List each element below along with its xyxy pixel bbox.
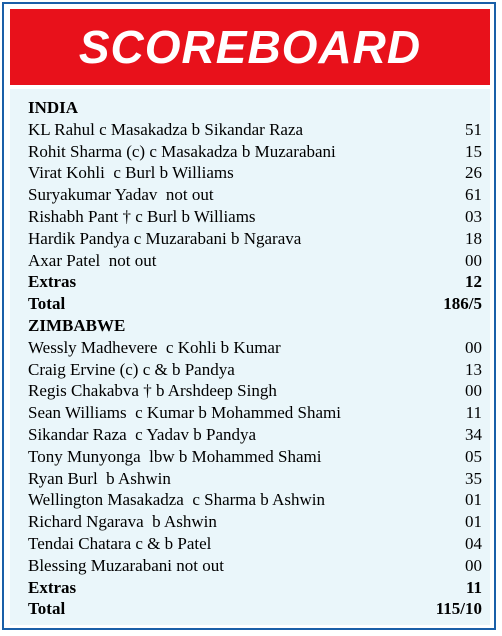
batter-runs: 15: [465, 141, 482, 161]
total-row: [10, 598, 490, 620]
batter-row: [10, 337, 490, 359]
total-label: Total: [28, 294, 66, 314]
scorecard-body: [10, 89, 490, 625]
batter-runs: 00: [465, 250, 482, 270]
batter-row: [10, 380, 490, 402]
batter-row: [10, 446, 490, 468]
batter-dismissal: Ryan Burl b Ashwin: [28, 468, 171, 488]
batter-row: [10, 511, 490, 533]
batter-dismissal: Rohit Sharma (c) c Masakadza b Muzarabani: [28, 141, 336, 161]
batter-runs: 01: [465, 490, 482, 510]
batter-dismissal: Tony Munyonga lbw b Mohammed Shami: [28, 446, 322, 466]
batter-dismissal: Suryakumar Yadav not out: [28, 185, 214, 205]
batter-runs: 34: [465, 424, 482, 444]
batter-runs: 13: [465, 359, 482, 379]
batter-dismissal: Rishabh Pant † c Burl b Williams: [28, 206, 256, 226]
batter-row: [10, 250, 490, 272]
batter-runs: 11: [465, 403, 482, 423]
batter-runs: 00: [465, 381, 482, 401]
total-value: 186/5: [443, 294, 482, 314]
batter-runs: 26: [465, 163, 482, 183]
team-name: ZIMBABWE: [28, 315, 126, 335]
extras-row: [10, 271, 490, 293]
extras-value: 12: [465, 272, 482, 292]
batter-runs: 03: [465, 206, 482, 226]
batter-row: [10, 206, 490, 228]
batter-row: [10, 162, 490, 184]
batter-row: [10, 119, 490, 141]
batter-row: [10, 533, 490, 555]
batter-dismissal: KL Rahul c Masakadza b Sikandar Raza: [28, 119, 304, 139]
total-label: Total: [28, 599, 66, 619]
batter-dismissal: Blessing Muzarabani not out: [28, 555, 224, 575]
total-row: [10, 293, 490, 315]
batter-dismissal: Axar Patel not out: [28, 250, 157, 270]
batter-dismissal: Sikandar Raza c Yadav b Pandya: [28, 424, 257, 444]
batter-row: [10, 184, 490, 206]
scoreboard-title: SCOREBOARD: [78, 21, 422, 73]
batter-runs: 00: [465, 555, 482, 575]
batter-dismissal: Wessly Madhevere c Kohli b Kumar: [28, 337, 281, 357]
batter-dismissal: Regis Chakabva † b Arshdeep Singh: [28, 381, 277, 401]
batter-row: [10, 468, 490, 490]
batter-runs: 00: [465, 337, 482, 357]
batter-row: [10, 489, 490, 511]
batter-runs: 18: [465, 228, 482, 248]
extras-value: 11: [465, 577, 482, 597]
batter-dismissal: Richard Ngarava b Ashwin: [28, 512, 217, 532]
batter-row: [10, 141, 490, 163]
batter-dismissal: Wellington Masakadza c Sharma b Ashwin: [28, 490, 326, 510]
batter-runs: 01: [465, 512, 482, 532]
batter-runs: 51: [465, 119, 482, 139]
batter-row: [10, 228, 490, 250]
batter-dismissal: Sean Williams c Kumar b Mohammed Shami: [28, 403, 341, 423]
scoreboard-card: [2, 2, 496, 630]
total-value: 115/10: [435, 599, 482, 619]
batter-row: [10, 424, 490, 446]
batter-runs: 04: [465, 533, 482, 553]
batter-runs: 05: [465, 446, 482, 466]
batter-dismissal: Hardik Pandya c Muzarabani b Ngarava: [28, 228, 302, 248]
scoreboard-banner: [10, 9, 490, 85]
batter-runs: 61: [465, 185, 482, 205]
batter-dismissal: Tendai Chatara c & b Patel: [28, 533, 212, 553]
batter-row: [10, 555, 490, 577]
batter-dismissal: Virat Kohli c Burl b Williams: [28, 163, 234, 183]
extras-row: [10, 577, 490, 599]
extras-label: Extras: [28, 577, 77, 597]
batter-row: [10, 402, 490, 424]
batter-runs: 35: [465, 468, 482, 488]
extras-label: Extras: [28, 272, 77, 292]
batter-row: [10, 359, 490, 381]
batter-dismissal: Craig Ervine (c) c & b Pandya: [28, 359, 235, 379]
team-name: INDIA: [28, 98, 79, 117]
